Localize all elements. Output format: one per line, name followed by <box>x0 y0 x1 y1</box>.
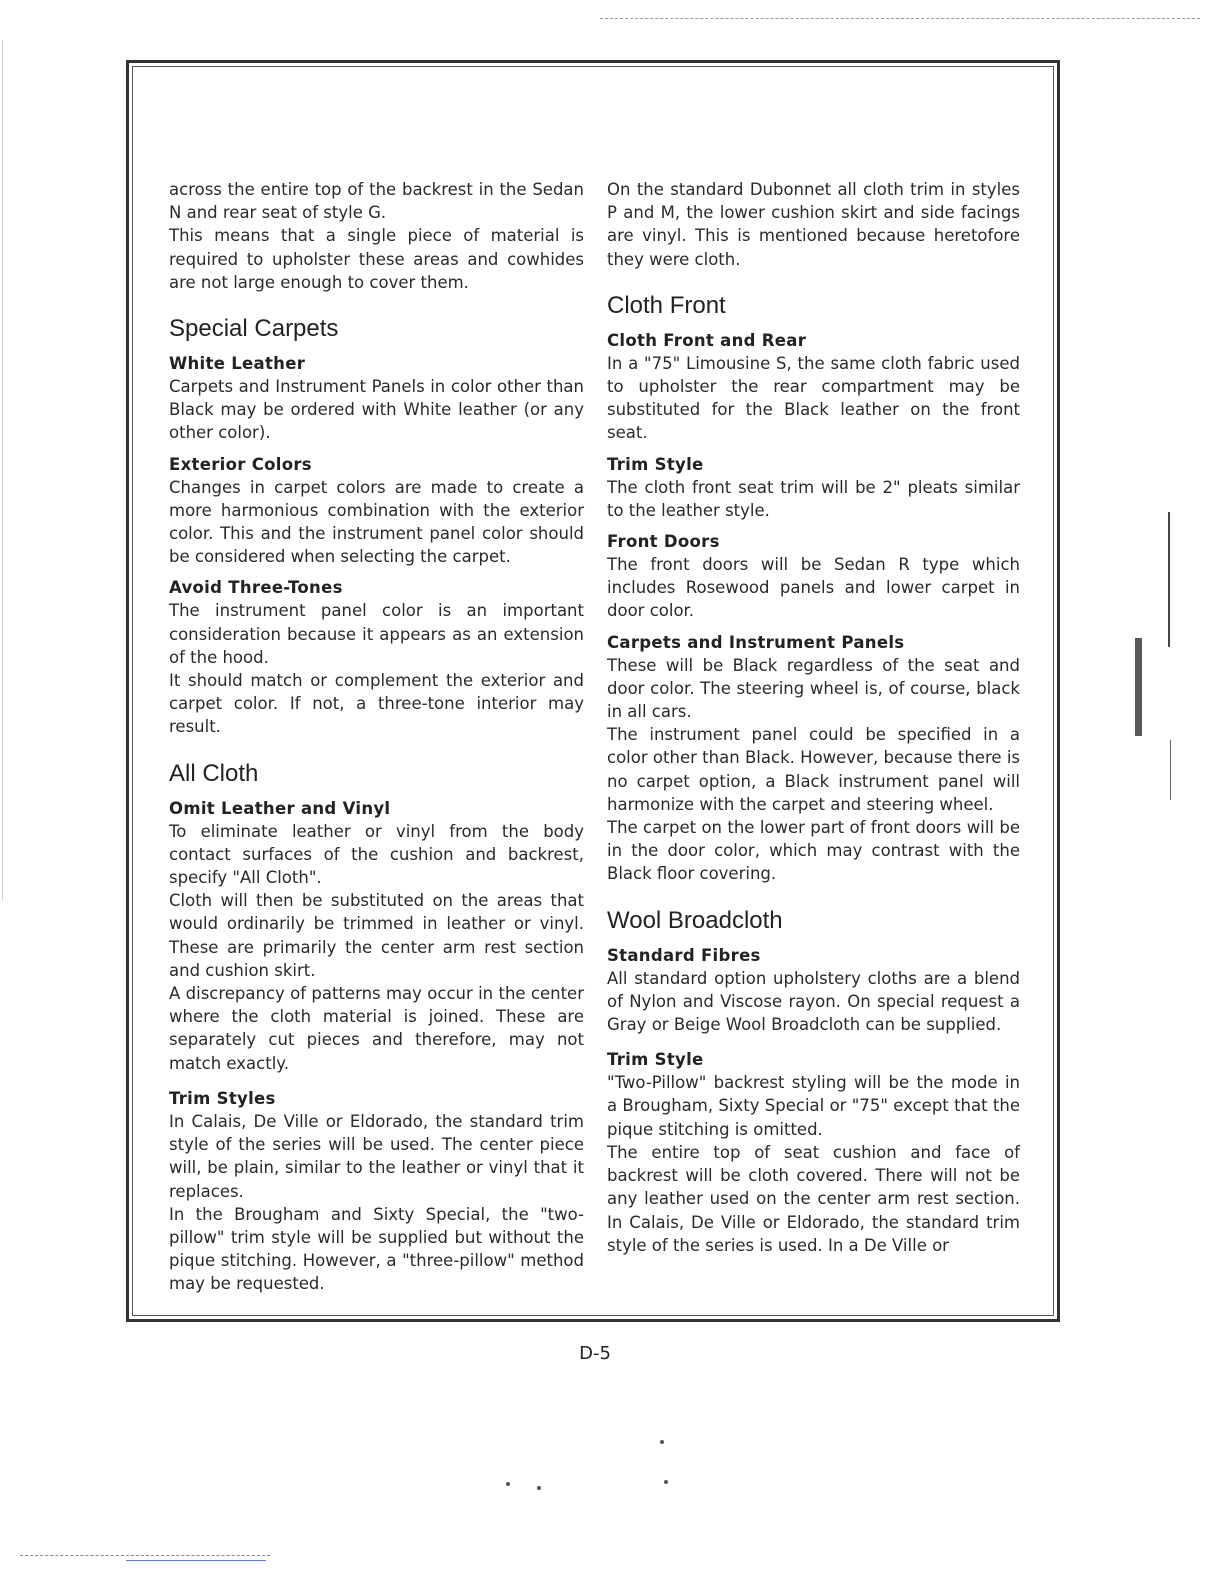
scan-artifact-dot <box>506 1482 510 1486</box>
wool-trim-style-text-1: "Two-Pillow" backrest styling will be the mode in a Brougham, Sixty Special or "75" except that the pique stitching is omitted. <box>607 1073 1020 1139</box>
scan-artifact-bottom-line <box>20 1555 270 1556</box>
page-number: D-5 <box>579 1343 611 1364</box>
cloth-front-rear-text: In a "75" Limousine S, the same cloth fabric used to upholster the rear compartment may be substituted for the Black leather on the front seat. <box>607 353 1020 443</box>
subheading-carpets-instrument-panels: Carpets and Instrument Panels <box>607 632 905 652</box>
section-heading-cloth-front: Cloth Front <box>607 291 726 319</box>
scan-artifact-dot <box>664 1480 668 1484</box>
trim-styles-text-1: In Calais, De Ville or Eldorado, the standard trim style of the series will be used. The center piece will, be plain, similar to the leather or vinyl that it replaces. <box>169 1111 584 1201</box>
avoid-three-tones-text-2: It should match or complement the exterior and carpet color. If not, a three-tone interior may result. <box>169 671 584 737</box>
omit-leather-text-3: A discrepancy of patterns may occur in the center where the cloth material is joined. These are separately cut pieces and therefore, may not match exactly. <box>169 984 584 1073</box>
scan-artifact-margin-mark <box>1135 638 1142 736</box>
front-doors-text: The front doors will be Sedan R type which includes Rosewood panels and lower carpet in door color. <box>607 555 1020 621</box>
scan-artifact-bottom-blue-line <box>126 1560 266 1561</box>
carpets-panels-text-2: The instrument panel could be specified in a color other than Black. However, because there is no carpet option, a Black instrument panel will harmonize with the carpet and steering wheel. <box>607 725 1020 814</box>
carpets-panels-text-3: The carpet on the lower part of front doors will be in the door color, which may contrast with the Black floor covering. <box>607 818 1020 884</box>
avoid-three-tones-text-1: The instrument panel color is an important consideration because it appears as an extension of the hood. <box>169 601 584 667</box>
scan-artifact-left-edge <box>2 40 3 900</box>
omit-leather-text-2: Cloth will then be substituted on the areas that would ordinarily be trimmed in leather or vinyl. These are primarily the center arm rest section and cushion skirt. <box>169 891 584 980</box>
scan-artifact-top-line <box>600 18 1200 19</box>
subheading-standard-fibres: Standard Fibres <box>607 945 761 965</box>
section-heading-special-carpets: Special Carpets <box>169 315 339 343</box>
trim-styles-text-2: In the Brougham and Sixty Special, the "two-pillow" trim style will be supplied but without the pique stitching. However, a "three-pillow" method may be requested. <box>169 1204 584 1294</box>
left-column <box>169 178 584 1296</box>
right-intro-paragraph: On the standard Dubonnet all cloth trim in styles P and M, the lower cushion skirt and side facings are vinyl. This is mentioned because heretofore they were cloth. <box>607 180 1020 269</box>
left-intro-paragraph-1: across the entire top of the backrest in the Sedan N and rear seat of style G. <box>169 180 584 223</box>
subheading-front-doors: Front Doors <box>607 532 720 552</box>
trim-style-text: The cloth front seat trim will be 2" pleats similar to the leather style. <box>607 477 1020 520</box>
right-column <box>607 178 1020 1257</box>
subheading-white-leather: White Leather <box>169 354 306 374</box>
white-leather-text: Carpets and Instrument Panels in color other than Black may be ordered with White leather (or any other color). <box>169 377 584 443</box>
carpets-panels-text-1: These will be Black regardless of the seat and door color. The steering wheel is, of course, black in all cars. <box>607 655 1020 722</box>
omit-leather-text-1: To eliminate leather or vinyl from the body contact surfaces of the cushion and backrest, specify "All Cloth". <box>169 821 584 888</box>
left-intro-paragraph-2: This means that a single piece of material is required to upholster these areas and cowhides are not large enough to cover them. <box>169 226 584 292</box>
scan-artifact-dot <box>537 1486 541 1490</box>
subheading-avoid-three-tones: Avoid Three-Tones <box>169 578 343 598</box>
section-heading-wool-broadcloth: Wool Broadcloth <box>607 906 783 934</box>
scan-artifact-dot <box>660 1440 664 1444</box>
wool-trim-style-text-2: The entire top of seat cushion and face of backrest will be cloth covered. There will not be any leather used on the center arm rest section. In Calais, De Ville or Eldorado, the standard trim style of the series is used. In a De Ville or <box>607 1142 1020 1255</box>
subheading-wool-trim-style: Trim Style <box>607 1050 704 1070</box>
exterior-colors-text: Changes in carpet colors are made to create a more harmonious combination with the exterior color. This and the instrument panel color should be considered when selecting the carpet. <box>169 477 584 567</box>
scan-artifact-margin-rule-lower <box>1170 740 1171 800</box>
section-heading-all-cloth: All Cloth <box>169 759 259 787</box>
subheading-trim-styles: Trim Styles <box>169 1088 276 1108</box>
standard-fibres-text: All standard option upholstery cloths are a blend of Nylon and Viscose rayon. On special request a Gray or Beige Wool Broadcloth can be supplied. <box>607 968 1020 1035</box>
scan-artifact-margin-rule <box>1168 512 1170 647</box>
subheading-trim-style: Trim Style <box>607 454 704 474</box>
subheading-exterior-colors: Exterior Colors <box>169 454 312 474</box>
subheading-cloth-front-rear: Cloth Front and Rear <box>607 330 807 350</box>
subheading-omit-leather-vinyl: Omit Leather and Vinyl <box>169 798 391 818</box>
